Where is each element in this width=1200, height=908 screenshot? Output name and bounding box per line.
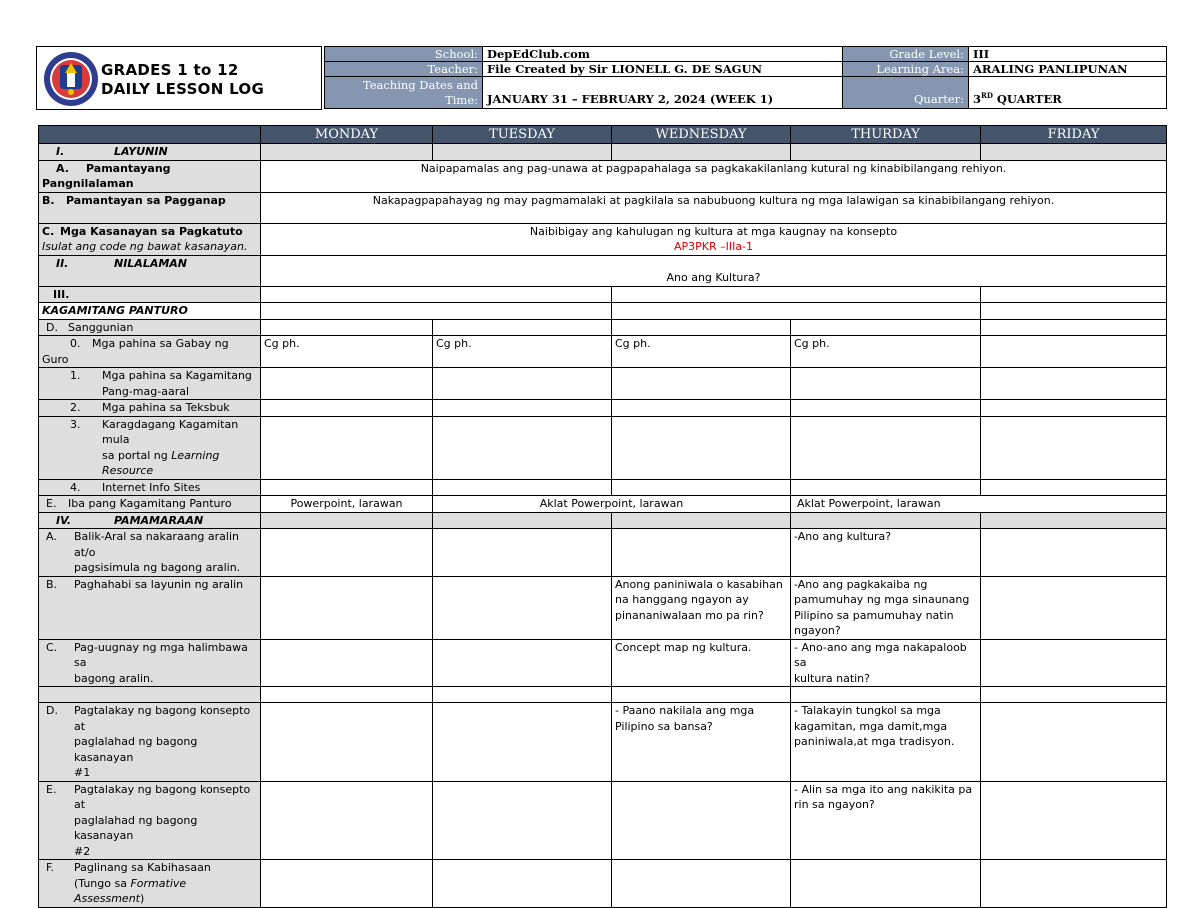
day-monday: MONDAY [261, 126, 433, 144]
r3-label: 3. Karagdagang Kagamitan mula sa portal ng Learning Resource [39, 416, 261, 479]
pc-wed: Concept map ng kultura. [612, 639, 791, 687]
row-c [39, 223, 1167, 255]
pd-wed: - Paano nakilala ang mga Pilipino sa bansa? [612, 703, 791, 782]
corner-cell [39, 126, 261, 144]
quarter-number: 3 [973, 92, 982, 106]
b-text: Nakapagpapahayag ng may pagmamalaki at pagkilala sa nabubuong kultura ng mga lalawigan sa kinabibilangang rehiyon. [261, 192, 1167, 223]
row-pa [39, 529, 1167, 577]
dates-label [325, 77, 483, 109]
a-label: A. Pamantayang Pangnilalaman [39, 160, 261, 192]
day-friday: FRIDAY [981, 126, 1167, 144]
pb-thu: -Ano ang pagkakaiba ng pamumuhay ng mga sinaunang Pilipino sa pamumuhay natin ngayon? [791, 576, 981, 639]
row-pe [39, 781, 1167, 860]
quarter-label: Quarter: [843, 77, 969, 109]
pamamaraan-label: IV. PAMAMARAAN [39, 512, 261, 529]
pe-label: E. Pagtalakay ng bagong konsepto at paglalahad ng bagong kasanayan #2 [39, 781, 261, 860]
row-r4 [39, 479, 1167, 496]
row-iii [39, 286, 1167, 303]
title-line-1: GRADES 1 to 12 [101, 61, 239, 79]
r4-label: 4. Internet Info Sites [39, 479, 261, 496]
quarter-word: QUARTER [992, 92, 1062, 106]
pe-thu: - Alin sa mga ito ang nakikita pa rin sa ngayon? [791, 781, 981, 860]
pd-thu: - Talakayin tungkol sa mga kagamitan, mga damit,mga paniniwala,at mga tradisyon. [791, 703, 981, 782]
d-label: D. Sanggunian [39, 319, 261, 336]
dates-value: JANUARY 31 – FEBRUARY 2, 2024 (WEEK 1) [483, 77, 843, 109]
r0-fri [981, 336, 1167, 368]
b-label: B. Pamantayan sa Pagganap [39, 192, 261, 223]
competency-code: AP3PKR –IIIa-1 [673, 240, 754, 253]
row-r2 [39, 400, 1167, 417]
school-value: DepEdClub.com [483, 47, 843, 62]
info-table [324, 46, 1167, 109]
day-header-row [39, 126, 1167, 144]
pf-label: F. Paglinang sa Kabihasaan (Tungo sa Formative Assessment) [39, 860, 261, 908]
pc-thu: - Ano-ano ang mga nakapaloob sa kultura natin? [791, 639, 981, 687]
pa-thu: -Ano ang kultura? [791, 529, 981, 577]
lesson-log-table [38, 125, 1167, 908]
e-mon: Powerpoint, larawan [261, 496, 433, 513]
dates-label-line2: Time: [445, 92, 478, 107]
row-d [39, 319, 1167, 336]
e-thu-fri: Aklat Powerpoint, larawan [791, 496, 1167, 513]
row-pf [39, 860, 1167, 908]
row-e [39, 496, 1167, 513]
dates-label-line1: Teaching Dates and [362, 77, 478, 92]
grade-level-label: Grade Level: [843, 47, 969, 62]
row-b [39, 192, 1167, 223]
learning-area-label: Learning Area: [843, 62, 969, 77]
pb-wed: Anong paniniwala o kasabihan na hanggang ngayon ay pinananiwalaan mo pa rin? [612, 576, 791, 639]
r0-wed: Cg ph. [612, 336, 791, 368]
quarter-suffix: RD [981, 91, 993, 101]
r2-label: 2. Mga pahina sa Teksbuk [39, 400, 261, 417]
c-label: C. Mga Kasanayan sa Pagkatuto Isulat ang code ng bawat kasanayan. [39, 223, 261, 255]
e-tue-wed: Aklat Powerpoint, larawan [433, 496, 791, 513]
row-nilalaman [39, 255, 1167, 286]
row-kagamitan [39, 303, 1167, 320]
r1-label: 1. Mga pahina sa Kagamitang Pang-mag-aaral [39, 368, 261, 400]
nilalaman-text: Ano ang Kultura? [261, 255, 1167, 286]
iii-label: III. [39, 286, 261, 303]
title-box [36, 46, 322, 110]
pa-label: A. Balik-Aral sa nakaraang aralin at/o pagsisimula ng bagong aralin. [39, 529, 261, 577]
teacher-value: File Created by Sir LIONELL G. DE SAGUN [483, 62, 843, 77]
layunin-label: I. LAYUNIN [39, 144, 261, 161]
title-line-2: DAILY LESSON LOG [101, 80, 265, 98]
row-pamamaraan [39, 512, 1167, 529]
day-wednesday: WEDNESDAY [612, 126, 791, 144]
r0-label: 0. Mga pahina sa Gabay ng Guro [39, 336, 261, 368]
pb-label: B. Paghahabi sa layunin ng aralin [39, 576, 261, 639]
learning-area-value: ARALING PANLIPUNAN [969, 62, 1167, 77]
row-pb [39, 576, 1167, 639]
day-tuesday: TUESDAY [433, 126, 612, 144]
row-pc [39, 639, 1167, 687]
pd-label: D. Pagtalakay ng bagong konsepto at paglalahad ng bagong kasanayan #1 [39, 703, 261, 782]
row-r3 [39, 416, 1167, 479]
row-r0 [39, 336, 1167, 368]
teacher-label: Teacher: [325, 62, 483, 77]
kagamitan-label: KAGAMITANG PANTURO [39, 303, 261, 320]
a-text: Naipapamalas ang pag-unawa at pagpapahalaga sa pagkakakilanlang kutural ng kinabibilangang rehiyon. [261, 160, 1167, 192]
grade-level-value: III [969, 47, 1167, 62]
school-label: School: [325, 47, 483, 62]
nilalaman-label: II. NILALAMAN [39, 255, 261, 286]
r0-mon: Cg ph. [261, 336, 433, 368]
pc-label: C. Pag-uugnay ng mga halimbawa sa bagong aralin. [39, 639, 261, 687]
row-blank [39, 687, 1167, 703]
r0-tue: Cg ph. [433, 336, 612, 368]
deped-seal-icon [43, 51, 99, 107]
r0-thu: Cg ph. [791, 336, 981, 368]
quarter-value [969, 77, 1167, 109]
e-label: E. Iba pang Kagamitang Panturo [39, 496, 261, 513]
row-pd [39, 703, 1167, 782]
row-r1 [39, 368, 1167, 400]
day-thursday: THURDAY [791, 126, 981, 144]
row-a [39, 160, 1167, 192]
row-layunin [39, 144, 1167, 161]
c-text: Naibibigay ang kahulugan ng kultura at mga kaugnay na konsepto AP3PKR –IIIa-1 [261, 223, 1167, 255]
